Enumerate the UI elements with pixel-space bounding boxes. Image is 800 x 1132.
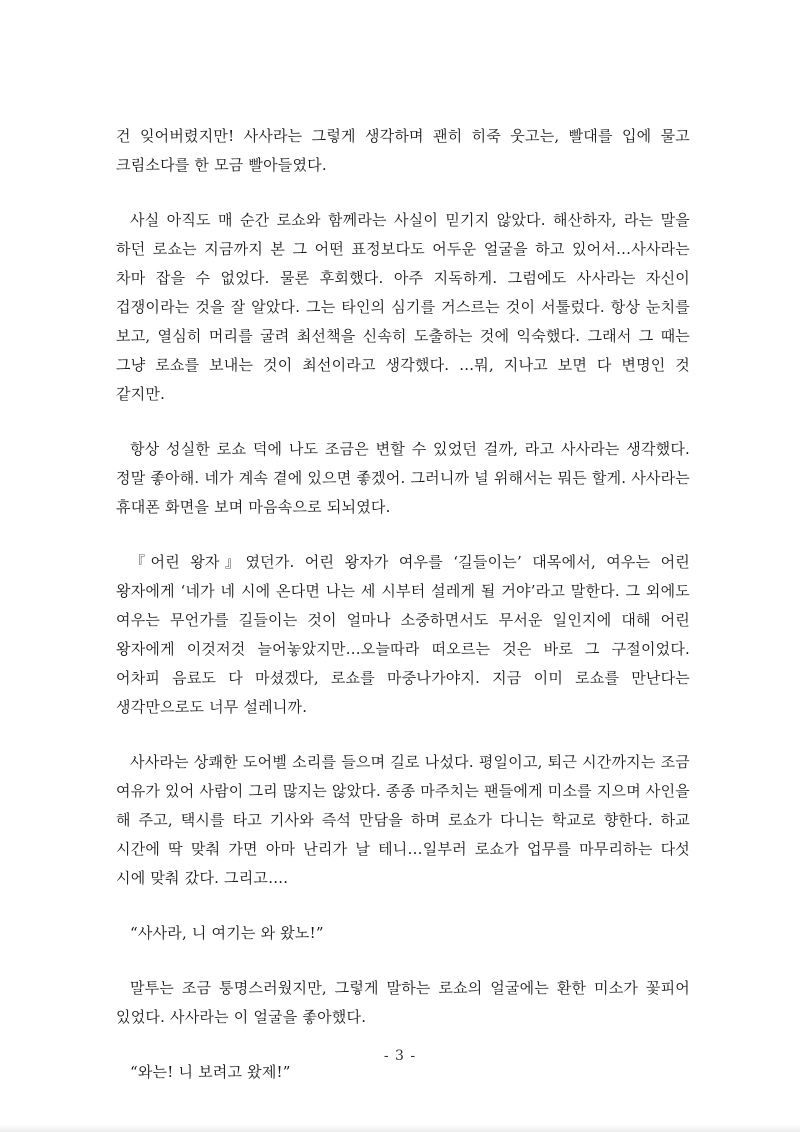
paragraph: 말투는 조금 퉁명스러웠지만, 그렇게 말하는 로쇼의 얼굴에는 환한 미소가 꽃피어 있었다. 사사라는 이 얼굴을 좋아했다. <box>116 979 690 1026</box>
page-number: - 3 - <box>383 1048 417 1064</box>
paragraph: 사사라는 상쾌한 도어벨 소리를 들으며 길로 나섰다. 평일이고, 퇴근 시간까지는 조금 여유가 있어 사람이 그리 많지는 않았다. 종종 마주치는 팬들에게 미소를 지으며 사인을 해 주고, 택시를 타고 기사와 즉석 만담을 하며 로쇼가 다니는 학교로 향한다. 하교 시간에 딱 맞춰 가면 아마 난리가 날 테니…일부러 로쇼가 업무를 마무리하는 다섯 시에 맞춰 갔다. 그리고…. <box>116 753 690 887</box>
paragraph: 항상 성실한 로쇼 덕에 나도 조금은 변할 수 있었던 걸까, 라고 사사라는 생각했다. 정말 좋아해. 네가 계속 곁에 있으면 좋겠어. 그러니까 널 위해서는 뭐든 할게. 사사라는 휴대폰 화면을 보며 마음속으로 되뇌였다. <box>116 440 690 516</box>
paragraph: 건 잊어버렸지만! 사사라는 그렇게 생각하며 괜히 히죽 웃고는, 빨대를 입에 물고 크림소다를 한 모금 빨아들였다. <box>116 127 690 174</box>
dialogue-line: “사사라, 니 여기는 와 왔노!” <box>130 924 324 942</box>
body-text <box>116 122 690 1113</box>
paragraph: 『어린 왕자』였던가. 어린 왕자가 여우를 ‘길들이는’ 대목에서, 여우는 어린 왕자에게 ‘네가 네 시에 온다면 나는 세 시부터 설레게 될 거야’라고 말한다. 그 외에도 여우는 무언가를 길들이는 것이 얼마나 소중하면서도 무서운 일인지에 대해 어린 왕자에게 이것저것 늘어놓았지만…오늘따라 떠오르는 것은 바로 그 구절이었다. 어차피 음료도 다 마셨겠다, 로쇼를 마중나가야지. 지금 이미 로쇼를 만난다는 생각만으로도 너무 설레니까. <box>116 553 690 716</box>
page-bottom-edge <box>0 1124 800 1132</box>
paragraph: 사실 아직도 매 순간 로쇼와 함께라는 사실이 믿기지 않았다. 해산하자, 라는 말을 하던 로쇼는 지금까지 본 그 어떤 표정보다도 어두운 얼굴을 하고 있어서…사사라는 차마 잡을 수 없었다. 물론 후회했다. 아주 지독하게. 그럼에도 사사라는 자신이 겁쟁이라는 것을 잘 알았다. 그는 타인의 심기를 거스르는 것이 서툴렀다. 항상 눈치를 보고, 열심히 머리를 굴려 최선책을 신속히 도출하는 것에 익숙했다. 그래서 그 때는 그냥 로쇼를 보내는 것이 최선이라고 생각했다. …뭐, 지나고 보면 다 변명인 것 같지만. <box>116 211 690 403</box>
dialogue-line: “와는! 니 보려고 왔제!” <box>130 1063 291 1081</box>
